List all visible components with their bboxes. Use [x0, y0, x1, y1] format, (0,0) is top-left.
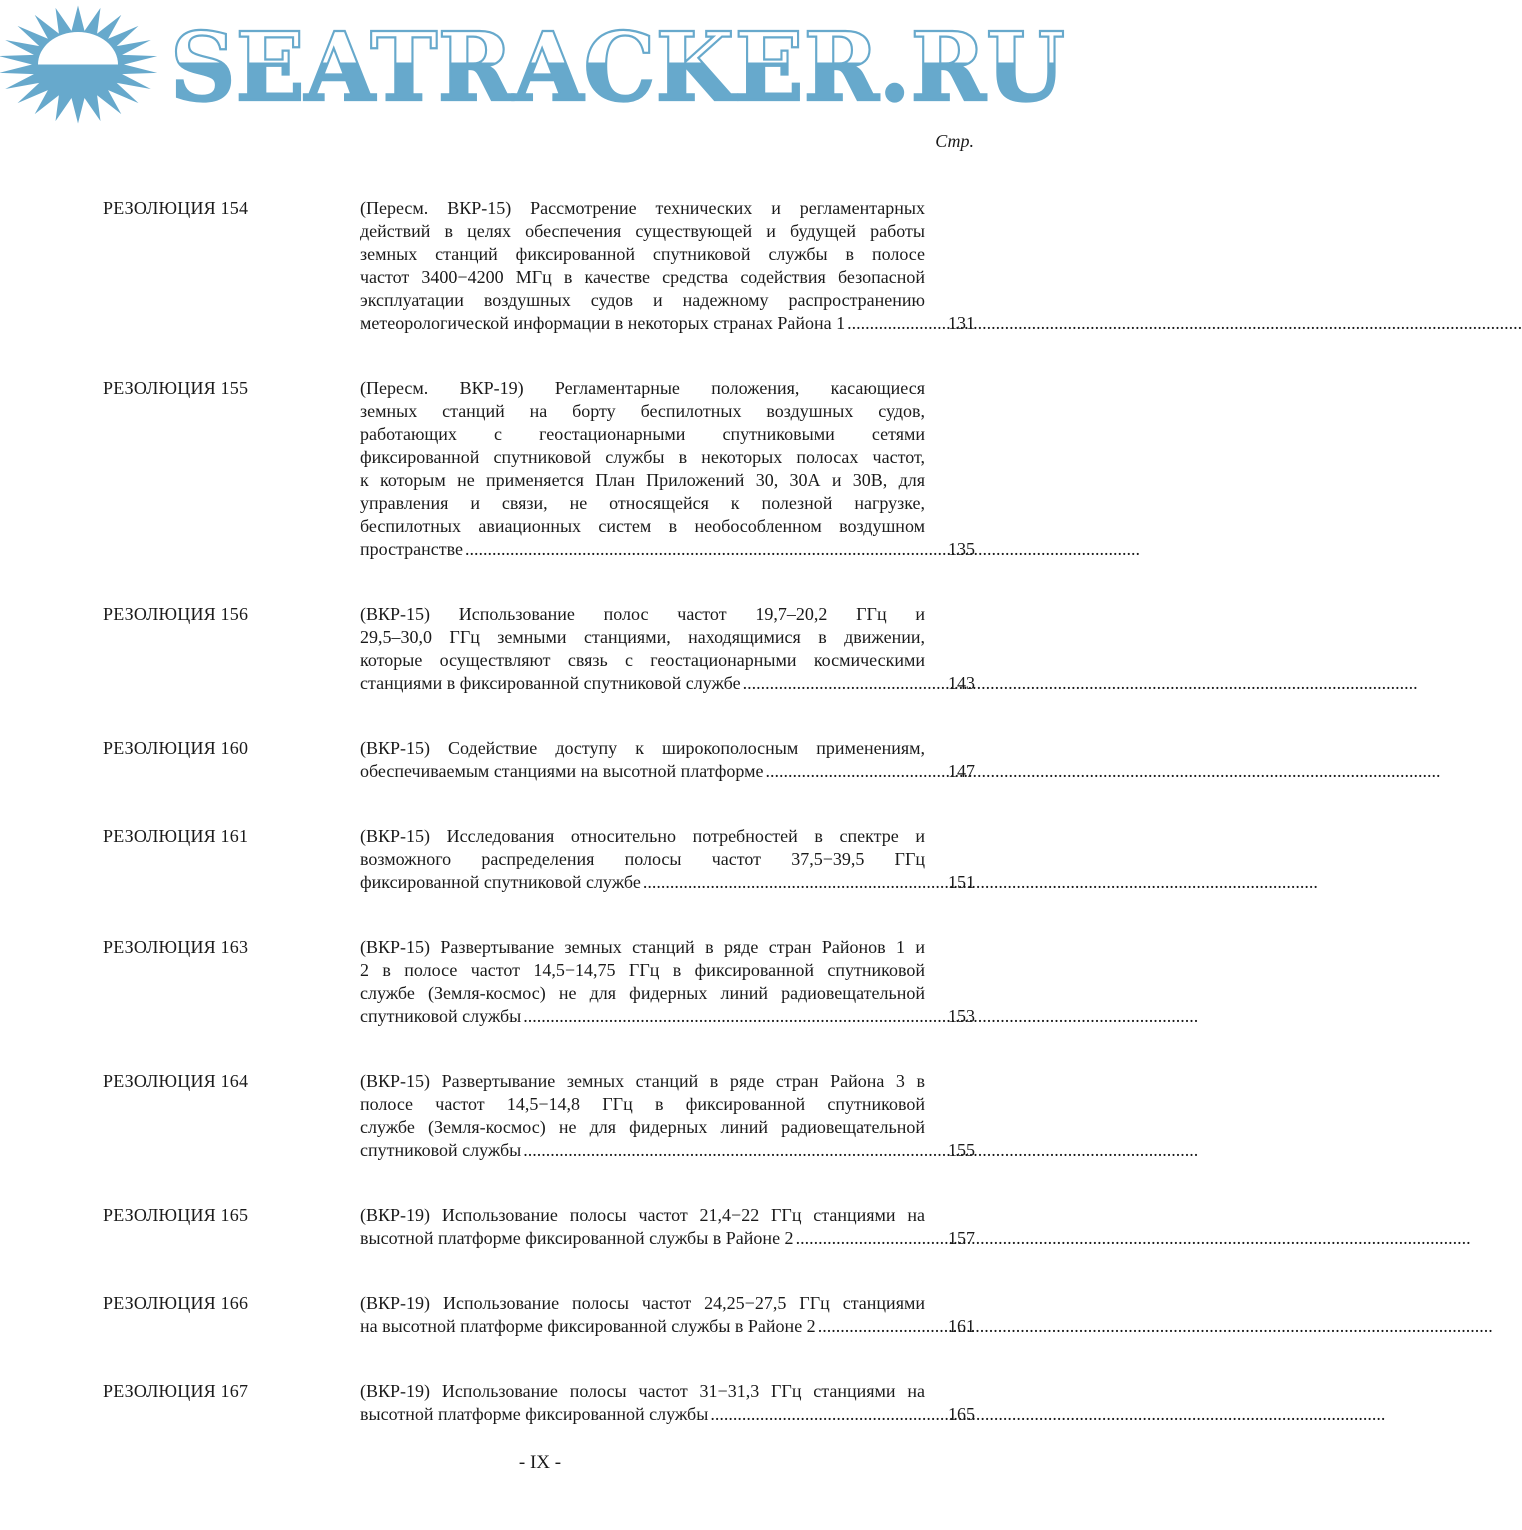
toc-entry	[103, 737, 975, 783]
dot-leader	[796, 1227, 1471, 1250]
entry-text-line: обеспечиваемым станциями на высотной платформе	[360, 761, 764, 781]
entry-text-line: которые осуществляют связь с геостационарными космическими	[360, 650, 925, 670]
dot-leader	[643, 871, 1318, 894]
dot-leader	[523, 1005, 1198, 1028]
entry-text-line: на высотной платформе фиксированной службы в Районе 2	[360, 1316, 816, 1336]
toc-entry	[103, 1380, 975, 1426]
toc-entry	[103, 1292, 975, 1338]
entry-text-line: службе (Земля-космос) не для фидерных линий радиовещательной	[360, 983, 925, 1003]
dot-leader	[743, 672, 1418, 695]
page-ref: 151	[948, 872, 975, 892]
entry-text-line: (ВКР-19) Использование полосы частот 21,4−22 ГГц станциями на	[360, 1205, 925, 1225]
entry-text-line: (ВКР-19) Использование полосы частот 31−31,3 ГГц станциями на	[360, 1381, 925, 1401]
entry-text-line: (Пересм. ВКР-19) Регламентарные положения, касающиеся	[360, 378, 925, 398]
page-number: - IX -	[518, 1452, 562, 1473]
entry-text-line: спутниковой службы	[360, 1140, 522, 1160]
toc-entry	[103, 1070, 975, 1162]
entry-text-line: (ВКР-15) Развертывание земных станций в ряде стран Района 3 в	[360, 1071, 925, 1091]
page-ref: 165	[948, 1404, 975, 1424]
entry-text-line: фиксированной спутниковой службе	[360, 872, 641, 892]
entry-text-line: пространстве	[360, 539, 464, 559]
dot-leader	[710, 1403, 1385, 1426]
entry-text-line: работающих с геостационарными спутниковыми сетями	[360, 424, 925, 444]
resolution-label: РЕЗОЛЮЦИЯ 163	[103, 937, 249, 957]
resolution-label: РЕЗОЛЮЦИЯ 155	[103, 378, 249, 398]
toc-entry	[103, 197, 975, 335]
watermark-logo	[0, 4, 1080, 122]
toc-entry	[103, 936, 975, 1028]
resolution-label: РЕЗОЛЮЦИЯ 156	[103, 604, 249, 624]
sun-icon	[0, 5, 157, 123]
page-ref: 131	[948, 313, 975, 333]
entry-text-line: (Пересм. ВКР-15) Рассмотрение технических и регламентарных	[360, 198, 925, 218]
page-ref: 161	[948, 1316, 975, 1336]
page-ref: 147	[948, 761, 975, 781]
entry-text-line: управления и связи, не относящейся к полезной нагрузке,	[360, 493, 925, 513]
resolution-label: РЕЗОЛЮЦИЯ 161	[103, 826, 249, 846]
dot-leader	[523, 1139, 1198, 1162]
entry-text-line: фиксированной спутниковой службы в некоторых полосах частот,	[360, 447, 925, 467]
entry-text-line: земных станций фиксированной спутниковой службы в полосе	[360, 244, 925, 264]
entry-text-line: (ВКР-15) Использование полос частот 19,7–20,2 ГГц и	[360, 604, 925, 624]
resolution-label: РЕЗОЛЮЦИЯ 154	[103, 198, 249, 218]
page-ref: 135	[948, 539, 975, 559]
table-of-contents	[103, 197, 975, 1468]
toc-entry	[103, 603, 975, 695]
resolution-label: РЕЗОЛЮЦИЯ 165	[103, 1205, 249, 1225]
entry-text-line: действий в целях обеспечения существующей и будущей работы	[360, 221, 925, 241]
page-ref: 157	[948, 1228, 975, 1248]
entry-text-line: к которым не применяется План Приложений 30, 30А и 30В, для	[360, 470, 925, 490]
entry-text-line: (ВКР-19) Использование полосы частот 24,25−27,5 ГГц станциями	[360, 1293, 925, 1313]
watermark-text: SEATRACKER.RU	[170, 10, 1065, 123]
entry-text-line: службе (Земля-космос) не для фидерных линий радиовещательной	[360, 1117, 925, 1137]
entry-text-line: (ВКР-15) Содействие доступу к широкополосным применениям,	[360, 738, 925, 758]
toc-entry	[103, 825, 975, 894]
page-ref: 143	[948, 673, 975, 693]
resolution-label: РЕЗОЛЮЦИЯ 166	[103, 1293, 249, 1313]
entry-text-line: высотной платформе фиксированной службы	[360, 1404, 709, 1424]
toc-entry	[103, 377, 975, 561]
entry-text-line: (ВКР-15) Исследования относительно потребностей в спектре и	[360, 826, 925, 846]
entry-text-line: частот 3400−4200 МГц в качестве средства содействия безопасной	[360, 267, 925, 287]
page-ref: 153	[948, 1006, 975, 1026]
page-column-header: Стр.	[935, 131, 974, 151]
dot-leader	[765, 760, 1440, 783]
entry-text-line: возможного распределения полосы частот 37,5−39,5 ГГц	[360, 849, 925, 869]
entry-text-line: (ВКР-15) Развертывание земных станций в ряде стран Районов 1 и	[360, 937, 925, 957]
entry-text-line: метеорологической информации в некоторых странах Района 1	[360, 313, 846, 333]
entry-text-line: беспилотных авиационных систем в необособленном воздушном	[360, 516, 925, 536]
entry-text-line: спутниковой службы	[360, 1006, 522, 1026]
entry-text-line: земных станций на борту беспилотных воздушных судов,	[360, 401, 925, 421]
dot-leader	[818, 1315, 1493, 1338]
toc-entry	[103, 1204, 975, 1250]
dot-leader	[465, 538, 1140, 561]
entry-text-line: 2 в полосе частот 14,5−14,75 ГГц в фиксированной спутниковой	[360, 960, 925, 980]
entry-text-line: 29,5–30,0 ГГц земными станциями, находящимися в движении,	[360, 627, 925, 647]
entry-text-line: станциями в фиксированной спутниковой службе	[360, 673, 741, 693]
page-ref: 155	[948, 1140, 975, 1160]
resolution-label: РЕЗОЛЮЦИЯ 167	[103, 1381, 249, 1401]
resolution-label: РЕЗОЛЮЦИЯ 164	[103, 1071, 249, 1091]
resolution-label: РЕЗОЛЮЦИЯ 160	[103, 738, 249, 758]
entry-text-line: высотной платформе фиксированной службы в Районе 2	[360, 1228, 794, 1248]
entry-text-line: полосе частот 14,5−14,8 ГГц в фиксированной спутниковой	[360, 1094, 925, 1114]
entry-text-line: эксплуатации воздушных судов и надежному распространению	[360, 290, 925, 310]
